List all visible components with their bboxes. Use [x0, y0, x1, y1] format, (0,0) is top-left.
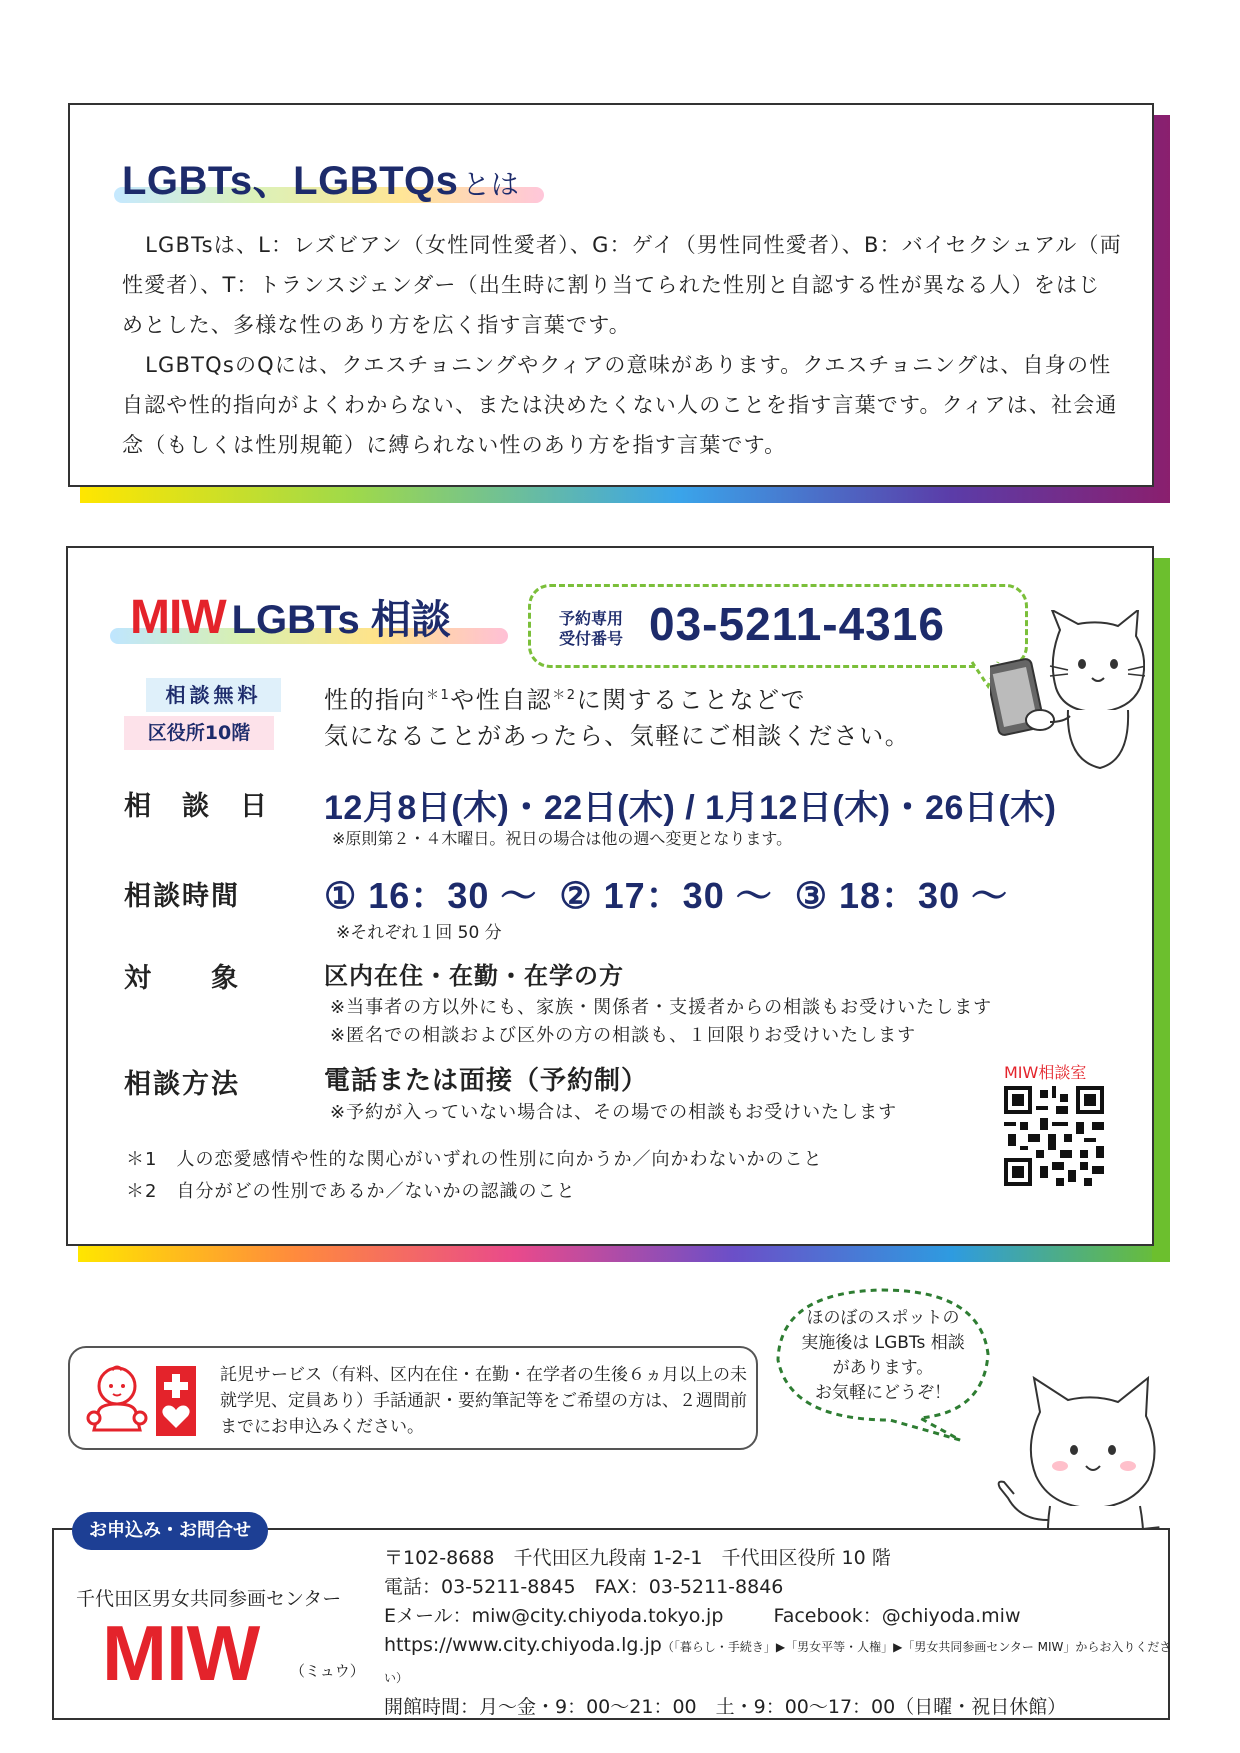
intro-line-2: 気になることがあったら、気軽にご相談ください。 — [324, 722, 911, 750]
consultation-method: 電話または面接（予約制） — [324, 1066, 649, 1096]
phone-label-line2: 受付番号 — [559, 629, 624, 648]
childcare-service-box — [68, 1346, 758, 1450]
target-notes — [330, 994, 992, 1050]
contact-box — [52, 1528, 1170, 1720]
speech-line-4: お気軽にどうぞ！ — [815, 1383, 951, 1403]
consultation-title-miw: MIW — [130, 591, 226, 644]
cat-speech-text — [788, 1306, 978, 1406]
definition-title-suffix: とは — [462, 169, 520, 200]
phone-bubble — [528, 584, 1028, 668]
contact-address: 〒102-8688 千代田区九段南 1-2-1 千代田区役所 10 階 — [384, 1547, 891, 1569]
time-note: ※それぞれ１回 50 分 — [336, 923, 502, 943]
phone-label-line1: 予約専用 — [559, 609, 624, 628]
definition-paragraph-2: LGBTQsのQには、クエスチョニングやクィアの意味があります。クエスチョニングは、自身の性自認や性的指向がよくわからない、または決めたくない人のことを指す言葉です。クィアは、社会通念（もしくは性別規範）に縛られない性のあり方を指す言葉です。 — [122, 353, 1118, 457]
miw-logo: MIW — [102, 1609, 260, 1697]
contact-url-row — [384, 1631, 1174, 1693]
contact-email-link[interactable]: Eメール：miw@city.chiyoda.tokyo.jp — [384, 1605, 724, 1627]
consultation-dates: 12月8日(木)・22日(木) / 1月12日(木)・26日(木) — [324, 789, 1057, 827]
qr-code-icon[interactable] — [1004, 1086, 1104, 1186]
contact-heading-pill: お申込み・お問合せ — [72, 1512, 268, 1550]
miw-kana: （ミュウ） — [290, 1662, 365, 1680]
intro-text-a: 性的指向 — [324, 686, 426, 714]
speech-line-1: ほのぼのスポットの — [806, 1308, 960, 1328]
free-consultation-tag: 相談無料 — [146, 678, 281, 712]
contact-hours: 開館時間：月～金・9：00～21：00 土・9：00～17：00（日曜・祝日休館） — [384, 1696, 1067, 1718]
date-note: ※原則第２・４木曜日。祝日の場合は他の週へ変更となります。 — [332, 829, 793, 848]
target-note-2: ※匿名での相談および区外の方の相談も、１回限りお受けいたします — [330, 1025, 917, 1046]
target-audience: 区内在住・在勤・在学の方 — [324, 962, 624, 990]
consultation-times: ① 16：30 ～ ② 17：30 ～ ③ 18：30 ～ — [324, 875, 1009, 916]
consultation-intro — [324, 678, 910, 754]
footnote-marker-1: ＊1 — [426, 688, 451, 703]
definition-text — [122, 225, 1122, 465]
target-note-1: ※当事者の方以外にも、家族・関係者・支援者からの相談もお受けいたします — [330, 997, 993, 1018]
label-target: 対 象 — [124, 963, 240, 994]
box2-green-edge — [1152, 558, 1170, 1262]
contact-url-note: （「暮らし・手続き」▶「男女平等・人権」▶「男女共同参画センター MIW」からお入りください） — [384, 1640, 1172, 1685]
label-time: 相談時間 — [124, 881, 240, 912]
baby-icon — [84, 1364, 150, 1434]
contact-tel-fax: 電話：03-5211-8845 FAX：03-5211-8846 — [384, 1576, 784, 1598]
childcare-service-text: 託児サービス（有料、区内在住・在勤・在学者の生後６ヵ月以上の未就学児、定員あり）手話通訳・要約筆記等をご希望の方は、２週間前までにお申込みください。 — [220, 1365, 747, 1437]
red-cross-heart-icon — [156, 1366, 196, 1436]
footnote-marker-2: ＊2 — [552, 688, 577, 703]
qr-label: MIW相談室 — [1004, 1063, 1087, 1082]
contact-info — [384, 1544, 1174, 1722]
contact-email-facebook — [384, 1602, 1174, 1631]
definition-title — [122, 149, 519, 206]
lgbts-definition-box — [68, 103, 1154, 487]
definition-paragraph-1: LGBTsは、L：レズビアン（女性同性愛者）、G：ゲイ（男性同性愛者）、B：バイセクシュアル（両性愛者）、T：トランスジェンダー（出生時に割り当てられた性別と自認する性が異なる人）をはじめとした、多様な性のあり方を広く指す言葉です。 — [122, 233, 1122, 337]
label-method: 相談方法 — [124, 1069, 240, 1100]
speech-line-3: があります。 — [832, 1358, 934, 1378]
cat-with-tablet-icon — [990, 610, 1145, 770]
method-note: ※予約が入っていない場合は、その場での相談もお受けいたします — [330, 1102, 898, 1123]
consultation-title — [130, 588, 451, 645]
center-name: 千代田区男女共同参画センター — [76, 1588, 342, 1610]
reservation-phone-number[interactable]: 03-5211-4316 — [649, 598, 945, 650]
speech-line-2: 実施後は LGBTs 相談 — [801, 1333, 965, 1353]
consultation-title-text: LGBTs 相談 — [231, 598, 451, 642]
intro-text-c: に関することなどで — [576, 686, 807, 714]
label-date: 相 談 日 — [124, 791, 269, 822]
footnotes — [126, 1144, 822, 1208]
definition-title-main: LGBTs、LGBTQs — [122, 159, 459, 203]
phone-label — [559, 609, 623, 649]
intro-text-b: や性自認 — [450, 686, 553, 714]
footnote-1: ＊1 人の恋愛感情や性的な関心がいずれの性別に向かうか／向かわないかのこと — [126, 1149, 823, 1170]
location-tag: 区役所10階 — [124, 716, 274, 750]
footnote-2: ＊2 自分がどの性別であるか／ないかの認識のこと — [126, 1181, 576, 1202]
contact-facebook-link[interactable]: Facebook：@chiyoda.miw — [773, 1605, 1021, 1627]
intro-line-1 — [324, 678, 910, 718]
miw-consultation-box — [66, 546, 1154, 1246]
contact-url-link[interactable]: https://www.city.chiyoda.lg.jp — [384, 1634, 662, 1656]
